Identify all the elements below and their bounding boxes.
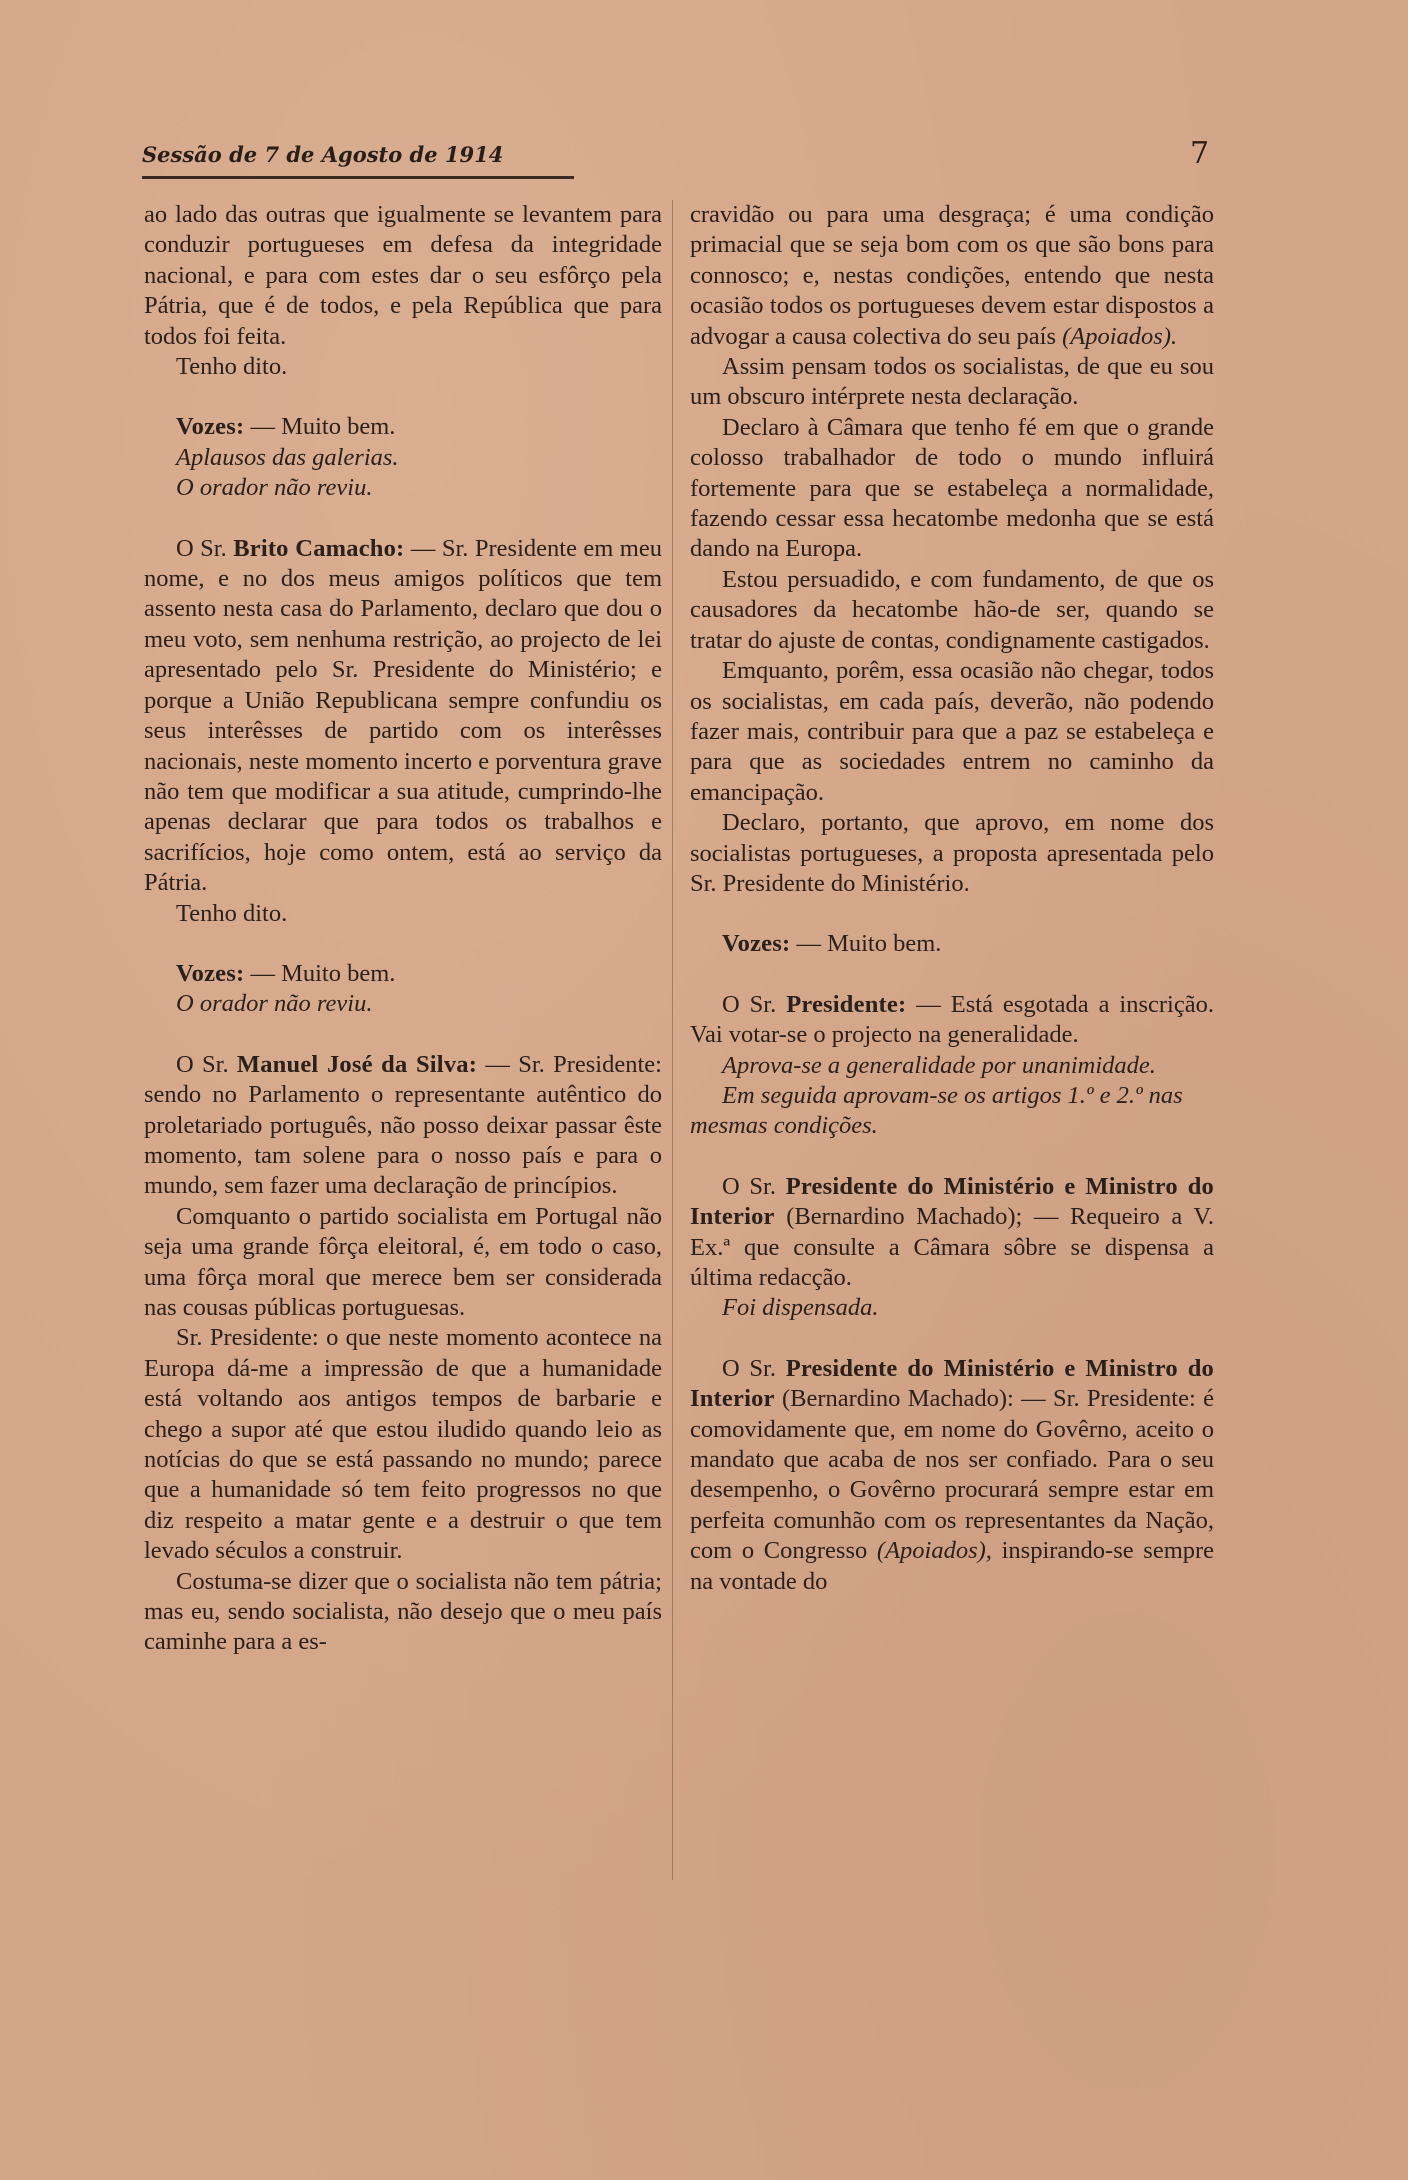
stage-note: Em seguida aprovam-se os artigos 1.º e 2.º nas mesmas condições. — [690, 1081, 1183, 1140]
speaker-name: Presidente do Ministério e Ministro do Interior — [690, 1172, 1214, 1231]
speaker-prefix: O Sr. — [722, 1172, 776, 1200]
stage-note: Aplausos das galerias. — [176, 443, 399, 471]
right-column — [690, 200, 1214, 1597]
left-column — [144, 200, 662, 1658]
header-rule — [142, 176, 574, 179]
stage-note: Foi dispensada. — [722, 1294, 879, 1322]
speech-brito-camacho — [144, 534, 662, 899]
speaker-prefix: O Sr. — [722, 990, 777, 1018]
stage-note: O orador não reviu. — [176, 990, 373, 1018]
speaker-label: Vozes: — [176, 413, 245, 441]
session-title: Sessão de 7 de Agosto de 1914 — [142, 142, 504, 167]
paragraph: ao lado das outras que igualmente se levantem para conduzir portugueses em defesa da integridade nacional, e para com estes dar o seu esfôrço pela Pátria, que é de todos, e pela República que para todos foi feita. — [144, 201, 662, 350]
closing-line: Tenho dito. — [176, 353, 288, 381]
paragraph: Comquanto o partido socialista em Portugal não seja uma grande fôrça eleitoral, é, em todo o caso, uma fôrça moral que merece bem ser considerada nas cousas públicas portuguesas. — [144, 1202, 662, 1321]
speech-text: — Sr. Presidente em meu nome, e no dos meus amigos políticos que tem assento nesta casa do Parlamento, declaro que dou o meu voto, sem nenhuma restrição, ao projecto de lei apresentado pelo Sr. Presidente do Ministério; e porque a União Republicana sempre confundiu os seus interêsses de partido com os interêsses nacionais, neste momento incerto e porventura grave não tem que modificar a sua atitude, cumprindo-lhe apenas declarar que para todos os trabalhos e sacrifícios, hoje como ontem, está ao serviço da Pátria. — [144, 534, 662, 897]
stage-note: O orador não reviu. — [176, 474, 373, 502]
paragraph-text: cravidão ou para uma desgraça; é uma condição primacial que se seja bom com os que são bons para connosco; e, nestas condições, entendo que nesta ocasião todos os portugueses devem estar dispostos a advogar a causa colectiva do seu país — [690, 201, 1214, 350]
vozes-text: — Muito bem. — [796, 930, 942, 958]
vozes-text: — Muito bem. — [250, 959, 396, 987]
vozes-line — [144, 959, 662, 989]
speech-presidente-ministerio-1 — [690, 1172, 1214, 1294]
vozes-line — [144, 412, 662, 442]
speech-text: (Bernardino Machado): — Sr. Presidente: é comovidamente que, em nome do Govêrno, aceito o mandato que acaba de nos ser confiado. Para o seu desempenho, o Govêrno procurará sempre estar em perfeita comunhão com os representantes da Nação, com o Congresso — [690, 1385, 1215, 1565]
stage-note: (Apoiados), — [876, 1537, 992, 1565]
paragraph — [690, 200, 1214, 352]
speaker-label: Vozes: — [176, 959, 245, 987]
speaker-prefix: O Sr. — [176, 534, 227, 562]
speech-presidente — [690, 990, 1214, 1051]
speech-text: — Está esgotada a inscrição. Vai votar-se o projecto na generalidade. — [690, 990, 1214, 1049]
speech-presidente-ministerio-2 — [690, 1354, 1214, 1597]
vozes-text: — Muito bem. — [250, 413, 396, 441]
speaker-prefix: O Sr. — [176, 1050, 229, 1078]
speech-text: (Bernardino Machado); — Requeiro a V. Ex.ª que consulte a Câmara sôbre se dispensa a última redacção. — [690, 1203, 1214, 1291]
paragraph: Declaro, portanto, que aprovo, em nome dos socialistas portugueses, a proposta apresentada pelo Sr. Presidente do Ministério. — [690, 809, 1214, 897]
speaker-name: Brito Camacho: — [233, 534, 405, 562]
speech-text: — Sr. Presidente: sendo no Parlamento o representante autêntico do proletariado português, não posso deixar passar êste momento, tam solene para o nosso país e para o mundo, sem fazer uma declaração de princípios. — [144, 1050, 662, 1200]
paragraph: Estou persuadido, e com fundamento, de que os causadores da hecatombe hão-de ser, quando se tratar do ajuste de contas, condignamente castigados. — [690, 565, 1214, 654]
vozes-line — [690, 929, 1214, 959]
speaker-name: Presidente: — [786, 990, 907, 1018]
paragraph: Declaro à Câmara que tenho fé em que o grande colosso trabalhador de todo o mundo influirá fortemente para que se estabeleça a normalidade, fazendo cessar essa hecatombe medonha que se está dando na Europa. — [690, 413, 1214, 563]
speech-text: inspirando-se sempre na vontade do — [690, 1537, 1215, 1595]
paragraph: Assim pensam todos os socialistas, de que eu sou um obscuro intérprete nesta declaração. — [690, 353, 1214, 411]
stage-note: (Apoiados). — [1062, 322, 1178, 350]
speech-manuel-jose-da-silva — [144, 1050, 662, 1202]
speaker-name: Manuel José da Silva: — [236, 1050, 478, 1078]
paragraph: Costuma-se dizer que o socialista não tem pátria; mas eu, sendo socialista, não desejo que o meu país caminhe para a es- — [144, 1567, 662, 1656]
column-divider — [672, 200, 673, 1880]
closing-line: Tenho dito. — [176, 899, 288, 927]
speaker-prefix: O Sr. — [722, 1354, 776, 1382]
paragraph: Emquanto, porêm, essa ocasião não chegar, todos os socialistas, em cada país, deverão, não podendo fazer mais, contribuir para que a paz se estabeleça e para que as sociedades entrem no caminho da emancipação. — [690, 657, 1214, 806]
stage-note: Aprova-se a generalidade por unanimidade. — [722, 1051, 1156, 1079]
speaker-label: Vozes: — [722, 930, 791, 958]
page-number: 7 — [1190, 136, 1210, 171]
paragraph: Sr. Presidente: o que neste momento acontece na Europa dá-me a impressão de que a humanidade está voltando aos antigos tempos de barbarie e chego a supor até que estou iludido quando leio as notícias do que se está passando no mundo; parece que a humanidade só tem feito progressos no que diz respeito a matar gente e a destruir o que tem levado séculos a construir. — [144, 1324, 662, 1565]
speaker-name: Presidente do Ministério e Ministro do Interior — [690, 1354, 1214, 1413]
